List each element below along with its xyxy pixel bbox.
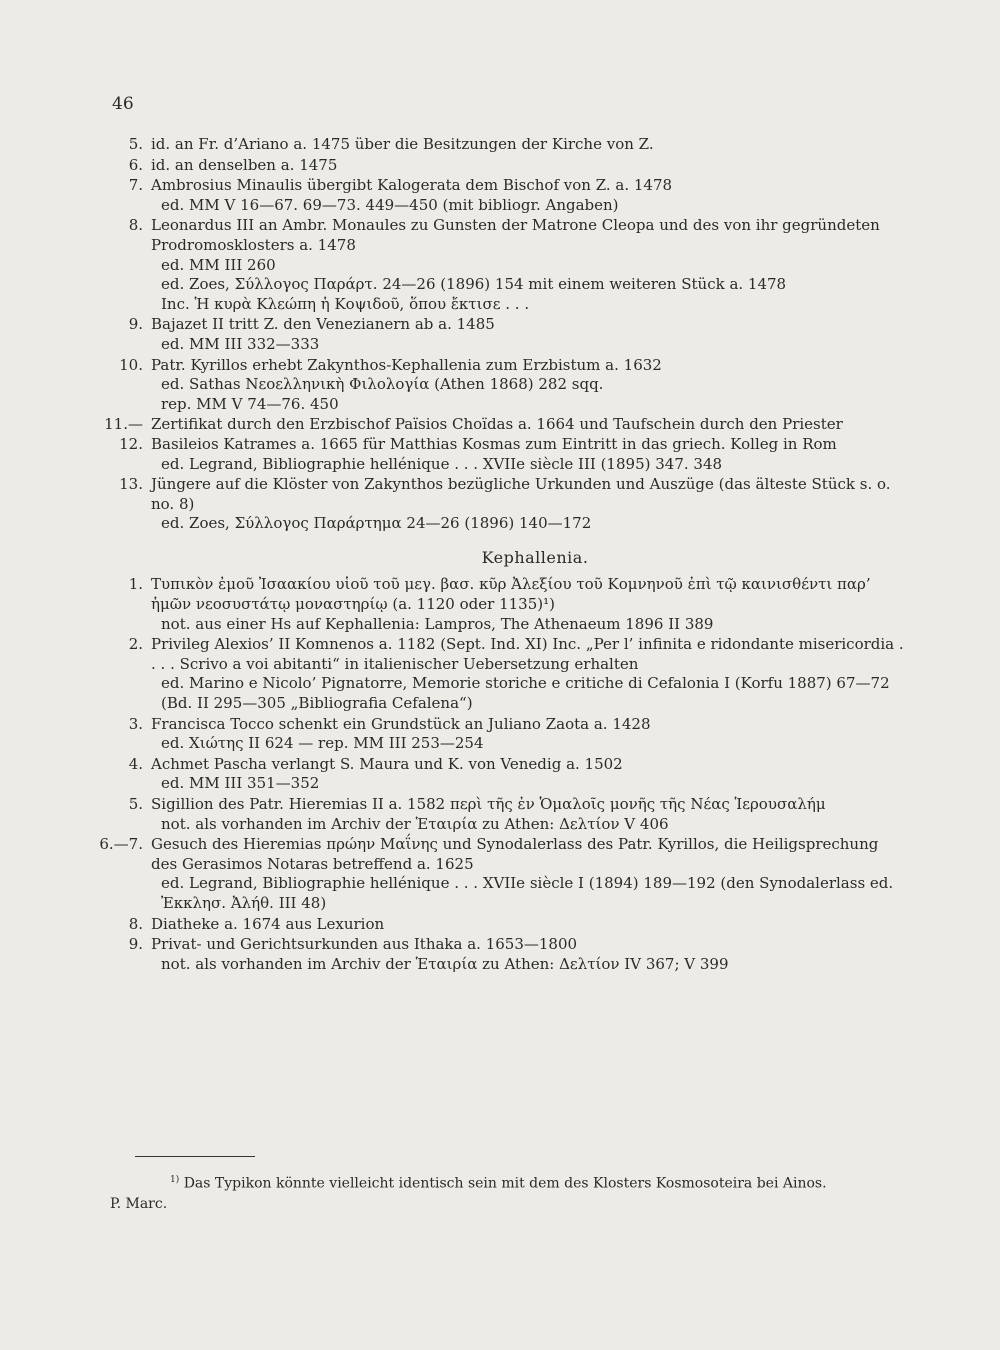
entry-number: 1.: [128, 575, 143, 594]
footnote-mark: 1): [170, 1175, 180, 1185]
entry-title: Francisca Tocco schenkt ein Grundstück an Juliano Zaota a. 1428: [151, 714, 651, 733]
list-item: [99, 835, 905, 913]
list-item: [105, 715, 905, 754]
list-item: [105, 475, 905, 534]
entry-number: 3.: [128, 714, 143, 733]
entry-reference: not. als vorhanden im Archiv der Ἑταιρία zu Athen: Δελτίον V 406: [161, 814, 669, 833]
entry-reference: ed. MM V 16—67. 69—73. 449—450 (mit bibliogr. Angaben): [161, 195, 619, 214]
entry-title: Patr. Kyrillos erhebt Zakynthos-Kephallenia zum Erzbistum a. 1632: [151, 355, 662, 374]
entry-title: Privat- und Gerichtsurkunden aus Ithaka a. 1653—1800: [151, 935, 578, 954]
list-item: [105, 176, 905, 215]
entry-number: 4.: [128, 754, 143, 773]
entry-reference: ed. Sathas Νεοελληνικὴ Φιλολογία (Athen 1868) 282 sqq.: [161, 375, 604, 394]
entry-number: 7.: [128, 176, 143, 195]
page-number: 46: [112, 94, 134, 114]
list-item: [105, 755, 905, 794]
entry-reference: ed. MM III 332—333: [161, 334, 320, 353]
entry-number: 5.: [128, 795, 143, 813]
entry-reference: ed. Marino e Nicolo’ Pignatorre, Memorie storiche e critiche di Cefalonia I (Korfu 1887) 67—72 (Bd. II 295—305 „Bibliografia Cefalena“): [161, 674, 890, 713]
entry-number: 2.: [128, 635, 143, 654]
entry-reference: ed. Χιώτης II 624 — rep. MM III 253—254: [161, 734, 484, 753]
entry-title: Bajazet II tritt Z. den Venezianern ab a. 1485: [151, 315, 495, 334]
entry-reference: ed. MM III 260: [161, 255, 276, 274]
entry-title: Jüngere auf die Klöster von Zakynthos bezügliche Urkunden und Auszüge (das älteste Stück s. o. no. 8): [151, 475, 891, 513]
list-item: [105, 935, 905, 974]
entry-number: 6.—7.: [99, 835, 143, 854]
list-item: [105, 415, 905, 474]
footnote-rule: [135, 1156, 255, 1157]
entry-reference: ed. Legrand, Bibliographie hellénique . . . XVIIe siècle I (1894) 189—192 (den Synodalerlass ed. Ἐκκλησ. Ἀλήθ. III 48): [161, 874, 894, 912]
entry-reference: not. aus einer Hs auf Kephallenia: Lampros, The Athenaeum 1896 II 389: [161, 614, 714, 633]
entry-number: 10.: [119, 355, 143, 374]
entry-title: Diatheke a. 1674 aus Lexurion: [151, 914, 385, 933]
list-item: [105, 156, 905, 176]
list-item: [105, 356, 905, 415]
list-item: [105, 635, 905, 713]
entry-title: Leonardus III an Ambr. Monaules zu Gunsten der Matrone Cleopa und des von ihr gegründeten Prodromosklosters a. 1478: [151, 216, 880, 254]
entry-reference: rep. MM V 74—76. 450: [161, 394, 339, 413]
list-item: [105, 135, 905, 155]
list-item: [105, 795, 905, 834]
zante-entries: [105, 135, 905, 534]
entry-reference: not. als vorhanden im Archiv der Ἑταιρία zu Athen: Δελτίον IV 367; V 399: [161, 954, 729, 973]
entry-reference: ed. Zoes, Σύλλογος Παράρτημα 24—26 (1896) 140—172: [161, 514, 592, 533]
entry-title: id. an Fr. d’Ariano a. 1475 über die Besitzungen der Kirche von Z.: [151, 135, 654, 153]
entry-reference: Inc. Ἡ κυρὰ Κλεώπη ἡ Κοψιδοῦ, ὅπου ἔκτισε . . .: [161, 294, 530, 313]
list-item: [105, 216, 905, 314]
entry-reference: ed. MM III 351—352: [161, 774, 320, 793]
footnote-author: P. Marc.: [110, 1195, 168, 1212]
entry-title: id. an denselben a. 1475: [151, 155, 338, 174]
footnote-text: Das Typikon könnte vielleicht identisch sein mit dem des Klosters Kosmosoteira bei Ainos.: [183, 1175, 827, 1192]
entry-title: Sigillion des Patr. Hieremias II a. 1582 περὶ τῆς ἐν Ὁμαλοῖς μονῆς τῆς Νέας Ἱερουσαλήμ: [151, 795, 826, 813]
entry-number: 6.: [128, 155, 143, 174]
entry-number: 11.—12.: [104, 415, 143, 453]
footnote: [110, 1170, 910, 1214]
entry-list: [99, 135, 905, 975]
entry-number: 5.: [128, 135, 143, 153]
list-item: [105, 315, 905, 354]
entry-number: 8.: [128, 914, 143, 933]
entry-number: 8.: [128, 216, 143, 235]
entry-title: Zertifikat durch den Erzbischof Païsios Choïdas a. 1664 und Taufschein durch den Priester Basileios Katrames a. 1665 für Matthias Kosmas zum Eintritt in das griech. Kolleg in Rom: [151, 415, 843, 453]
kephallenia-entries: [99, 575, 905, 974]
entry-title: Achmet Pascha verlangt S. Maura und K. von Venedig a. 1502: [151, 754, 623, 773]
entry-number: 13.: [119, 475, 143, 494]
entry-number: 9.: [128, 315, 143, 334]
list-item: [105, 575, 905, 634]
entry-title: Τυπικὸν ἐμοῦ Ἰσαακίου υἱοῦ τοῦ μεγ. βασ. κῦρ Ἀλεξίου τοῦ Κομνηνοῦ ἐπὶ τῷ καινισθέντι παρ’ ἡμῶν νεοσυστάτῳ μοναστηρίῳ (a. 1120 oder 1135)¹): [151, 575, 871, 614]
entry-number: 9.: [128, 935, 143, 954]
section-heading: Kephallenia.: [481, 547, 589, 567]
entry-reference: ed. Legrand, Bibliographie hellénique . . . XVIIe siècle III (1895) 347. 348: [161, 454, 723, 473]
entry-title: Gesuch des Hieremias πρώην Μαΐνης und Synodalerlass des Patr. Kyrillos, die Heiligsprechung des Gerasimos Notaras betreffend a. 1625: [151, 835, 879, 873]
entry-reference: ed. Zoes, Σύλλογος Παράρτ. 24—26 (1896) 154 mit einem weiteren Stück a. 1478: [161, 275, 787, 294]
entry-title: Ambrosius Minaulis übergibt Kalogerata dem Bischof von Z. a. 1478: [151, 176, 673, 195]
entry-title: Privileg Alexios’ II Komnenos a. 1182 (Sept. Ind. XI) Inc. „Per l’ infinita e ridondante misericordia . . . . Scrivo a voi abitanti“ in italienischer Uebersetzung erhalten: [151, 635, 904, 673]
list-item: [105, 915, 905, 935]
